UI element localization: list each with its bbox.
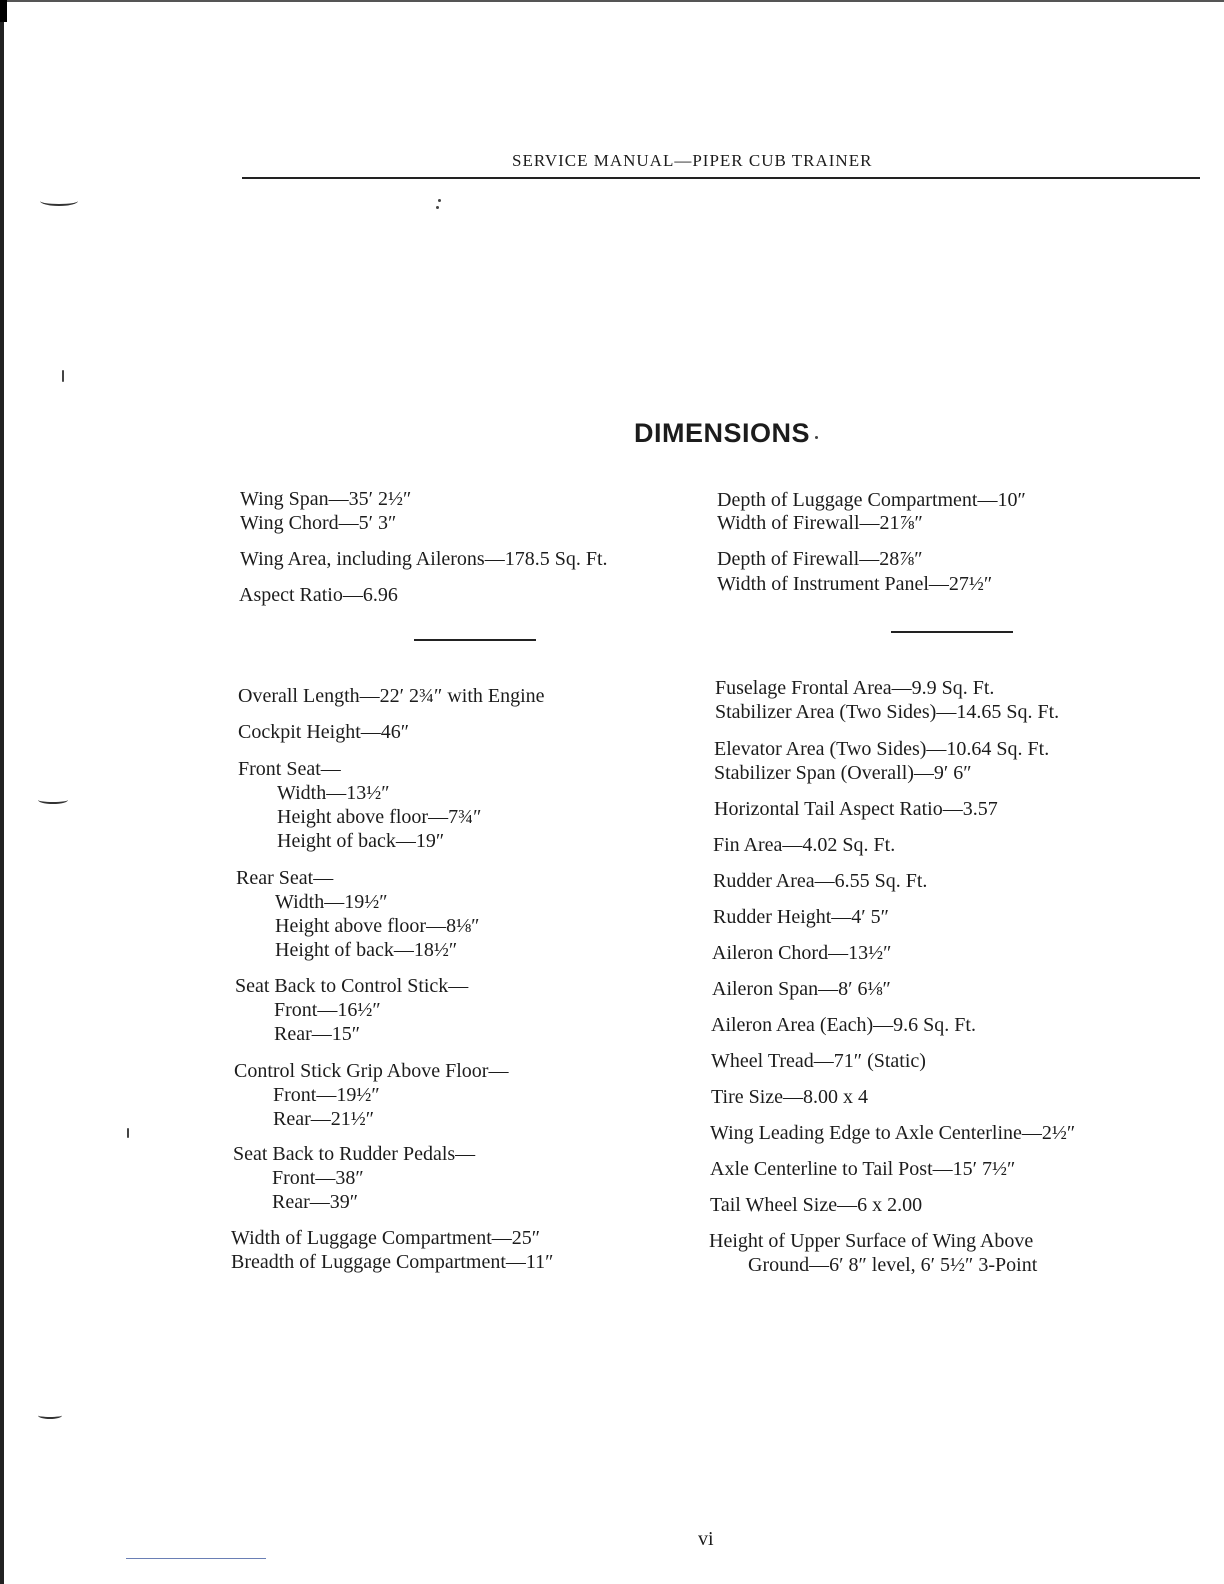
scan-speck	[815, 436, 818, 439]
page-number: vi	[698, 1528, 714, 1550]
running-head: SERVICE MANUAL—PIPER CUB TRAINER	[512, 151, 873, 170]
rudder-area: Rudder Area—6.55 Sq. Ft.	[713, 870, 928, 892]
seat-back-to-pedals-rear: Rear—39″	[272, 1191, 359, 1213]
seat-back-to-stick-rear: Rear—15″	[274, 1023, 361, 1045]
instrument-panel-width: Width of Instrument Panel—27½″	[717, 573, 993, 595]
tail-wheel-size: Tail Wheel Size—6 x 2.00	[710, 1194, 923, 1216]
fin-area: Fin Area—4.02 Sq. Ft.	[713, 834, 896, 856]
footer-rule	[126, 1558, 266, 1559]
scan-left-edge	[0, 0, 4, 1584]
rear-seat-height-above-floor: Height above floor—8⅛″	[275, 915, 480, 937]
scan-speck	[62, 370, 64, 382]
stabilizer-area: Stabilizer Area (Two Sides)—14.65 Sq. Ft.	[715, 701, 1060, 723]
front-seat-width: Width—13½″	[277, 782, 390, 804]
fuselage-frontal-area: Fuselage Frontal Area—9.9 Sq. Ft.	[715, 677, 995, 699]
aileron-chord: Aileron Chord—13½″	[712, 942, 892, 964]
firewall-depth: Depth of Firewall—28⅞″	[717, 548, 923, 570]
scan-corner-mark	[0, 0, 7, 22]
aspect-ratio: Aspect Ratio—6.96	[239, 584, 398, 606]
wing-span: Wing Span—35′ 2½″	[240, 488, 412, 510]
front-seat-heading: Front Seat—	[238, 758, 341, 780]
cockpit-height: Cockpit Height—46″	[238, 721, 410, 743]
rear-seat-heading: Rear Seat—	[236, 867, 334, 889]
tire-size: Tire Size—8.00 x 4	[711, 1086, 869, 1108]
seat-back-to-stick-heading: Seat Back to Control Stick—	[235, 975, 469, 997]
overall-length: Overall Length—22′ 2¾″ with Engine	[238, 685, 545, 707]
scan-speck	[438, 199, 441, 202]
scan-mark	[40, 196, 78, 206]
front-seat-height-of-back: Height of back—19″	[277, 830, 445, 852]
seat-back-to-stick-front: Front—16½″	[274, 999, 381, 1021]
stick-grip-front: Front—19½″	[273, 1084, 380, 1106]
scan-top-edge	[0, 0, 1224, 2]
elevator-area: Elevator Area (Two Sides)—10.64 Sq. Ft.	[714, 738, 1050, 760]
rudder-height: Rudder Height—4′ 5″	[713, 906, 890, 928]
scan-mark	[38, 796, 68, 804]
firewall-width: Width of Firewall—21⅞″	[717, 512, 923, 534]
aileron-span: Aileron Span—8′ 6⅛″	[712, 978, 891, 1000]
front-seat-height-above-floor: Height above floor—7¾″	[277, 806, 482, 828]
upper-surface-height-cont: Ground—6′ 8″ level, 6′ 5½″ 3-Point	[748, 1254, 1038, 1276]
luggage-breadth: Breadth of Luggage Compartment—11″	[231, 1251, 554, 1273]
luggage-width: Width of Luggage Compartment—25″	[231, 1227, 541, 1249]
seat-back-to-pedals-front: Front—38″	[272, 1167, 364, 1189]
section-divider-left	[414, 639, 536, 641]
upper-surface-height: Height of Upper Surface of Wing Above	[709, 1230, 1034, 1252]
scan-mark	[38, 1412, 62, 1419]
scan-speck	[436, 206, 439, 209]
luggage-depth: Depth of Luggage Compartment—10″	[717, 489, 1026, 511]
stabilizer-span: Stabilizer Span (Overall)—9′ 6″	[714, 762, 972, 784]
seat-back-to-pedals-heading: Seat Back to Rudder Pedals—	[233, 1143, 476, 1165]
aileron-area: Aileron Area (Each)—9.6 Sq. Ft.	[711, 1014, 976, 1036]
scan-speck	[127, 1128, 129, 1138]
wing-area: Wing Area, including Ailerons—178.5 Sq. Ft.	[240, 548, 608, 570]
axle-to-tail-post: Axle Centerline to Tail Post—15′ 7½″	[710, 1158, 1016, 1180]
stick-grip-rear: Rear—21½″	[273, 1108, 375, 1130]
header-rule	[242, 177, 1200, 179]
rear-seat-width: Width—19½″	[275, 891, 388, 913]
stick-grip-heading: Control Stick Grip Above Floor—	[234, 1060, 509, 1082]
horizontal-tail-aspect-ratio: Horizontal Tail Aspect Ratio—3.57	[714, 798, 998, 820]
wing-leading-edge-to-axle: Wing Leading Edge to Axle Centerline—2½″	[710, 1122, 1076, 1144]
page-title: DIMENSIONS	[634, 418, 811, 448]
rear-seat-height-of-back: Height of back—18½″	[275, 939, 458, 961]
wing-chord: Wing Chord—5′ 3″	[240, 512, 397, 534]
section-divider-right	[891, 631, 1013, 633]
wheel-tread: Wheel Tread—71″ (Static)	[711, 1050, 926, 1072]
